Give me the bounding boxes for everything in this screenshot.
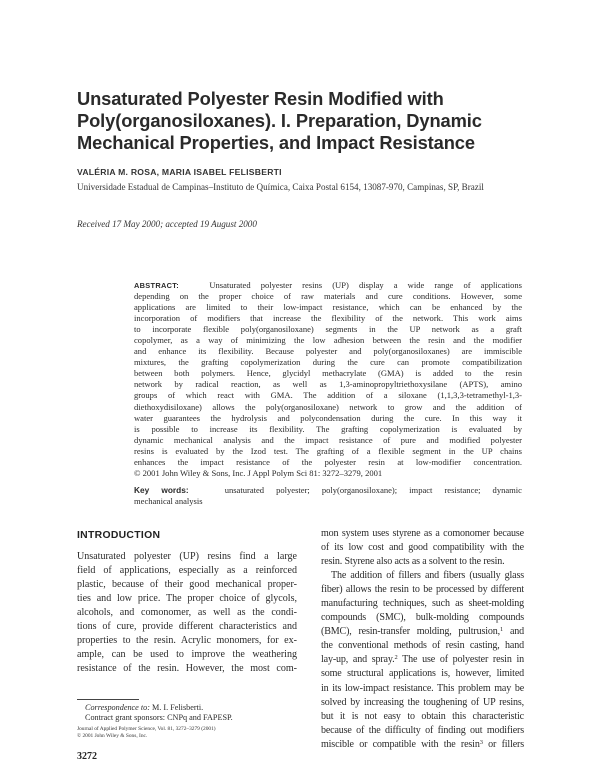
abstract-line: and enhance its flexibility. Because polyester and poly(organosiloxanes) are immiscible [134, 346, 522, 357]
body-line: manufacturing techniques, such as sheet-molding [321, 598, 524, 610]
body-column-right [321, 527, 524, 752]
body-line: properties to the resin. Acrylic monomers, for ex- [77, 635, 297, 647]
body-line: tions of cure, provide different characteristics and [77, 621, 297, 633]
body-line: but it is not easy to obtain this characteristic [321, 710, 524, 722]
body-line: plastic, because of their good mechanical proper- [77, 579, 297, 591]
body-line: the conventional methods of resin casting, hand [321, 640, 524, 652]
abstract-line: depending on the proper choice of raw materials and cure conditions. However, some [134, 291, 522, 302]
body-line: ties and low price. The proper choice of glycols, [77, 593, 297, 605]
body-line: Unsaturated polyester (UP) resins find a large [77, 551, 297, 562]
keywords-label: Key words: [134, 485, 189, 495]
body-line: resistance of the resin. However, the most com- [77, 663, 297, 675]
abstract-line: applications are limited to their low-impact resistance, which can be enhanced by the [134, 302, 522, 313]
abstract [134, 280, 522, 479]
body-line: of its low cost and good compatibility with the [321, 542, 524, 554]
journal-citation [77, 726, 216, 740]
body-line: alcohols, and comonomer, as well as the condi- [77, 607, 297, 619]
correspondence-note: Correspondence to: M. I. Felisberti. [85, 703, 204, 712]
body-line: solved by increasing the toughening of UP resins, [321, 696, 524, 708]
journal-copyright: © 2001 John Wiley & Sons, Inc. [77, 732, 148, 739]
body-column-left [77, 550, 297, 676]
keywords [134, 485, 522, 507]
abstract-line: between both polymers. Hence, glycidyl methacrylate (GMA) is added to the resin [134, 368, 522, 379]
body-line: (BMC), resin-transfer molding, pultrusion,$^1$ and [321, 626, 524, 638]
reference-marker: 2 [394, 654, 398, 662]
journal-line: Journal of Applied Polymer Science, Vol. 81, 3272–3279 (2001) [77, 726, 216, 732]
body-line: fiber) allows the resin to be processed by different [321, 584, 524, 596]
page-number: 3272 [77, 751, 97, 762]
body-line: miscible or compatible with the resin$^3$ or fillers [321, 738, 524, 750]
article-title [77, 88, 547, 154]
abstract-line: enhances the impact resistance of the polyester resin at low-modifier concentration. [134, 456, 522, 467]
abstract-copyright: © 2001 John Wiley & Sons, Inc. J Appl Polym Sci 81: 3272–3279, 2001 [134, 467, 383, 478]
title-line-2: Poly(organosiloxanes). I. Preparation, Dynamic [77, 110, 482, 131]
reference-marker: 3 [479, 738, 483, 746]
body-line: The addition of fillers and fibers (usually glass [331, 570, 524, 582]
title-line-3: Mechanical Properties, and Impact Resistance [77, 132, 475, 153]
body-line: compounds (SMC), bulk-molding compounds [321, 612, 524, 624]
footnote-rule [77, 699, 139, 700]
abstract-line: resins is evaluated by the Izod test. The grafting of a flexible segment in the UP chains [134, 445, 522, 456]
abstract-label: ABSTRACT: [134, 281, 179, 290]
reference-marker: 1 [500, 626, 504, 634]
abstract-line: to incorporate flexible poly(organosiloxane) segments in the UP network as a graft [134, 324, 522, 335]
abstract-line: mixtures, the grafting copolymerization during the cure can promote compatibilization [134, 357, 522, 368]
body-line: resin. Styrene also acts as a solvent to the resin. [321, 556, 505, 568]
body-line: mon system uses styrene as a comonomer because [321, 528, 524, 539]
body-line: lay-up, and spray.$^2$ The use of polyester resin in [321, 654, 524, 666]
abstract-line: ABSTRACT: Unsaturated polyester resins (UP) display a wide range of applications [134, 280, 522, 290]
affiliation: Universidade Estadual de Campinas–Instituto de Química, Caixa Postal 6154, 13087-970, Campinas, SP, Brazil [77, 182, 484, 192]
abstract-line: diethoxydisiloxane) allows the poly(organosiloxane) network to grow and the addition of [134, 401, 522, 412]
footnotes [85, 703, 233, 723]
abstract-line: network by radical reaction, as well as 1,3-aminopropyltriethoxysilane (APTS), amino [134, 379, 522, 390]
body-line: because of the difficulty of finding out modifiers [321, 724, 524, 736]
body-line: in its low-impact resistance. This problem may be [321, 682, 524, 694]
keywords-line: Key words: unsaturated polyester; poly(organosiloxane); impact resistance; dynamic [134, 485, 522, 495]
abstract-line: water guarantees the hydrolysis and polycondensation during the cure. In this way it [134, 412, 522, 423]
abstract-line: dynamic mechanical analysis and the impact resistance of pure and modified polyester [134, 434, 522, 445]
abstract-line: copolymer, as a way of minimizing the low adhesion between the resin and the modifier [134, 335, 522, 346]
authors: VALÉRIA M. ROSA, MARIA ISABEL FELISBERTI [77, 167, 282, 177]
section-heading-introduction: INTRODUCTION [77, 530, 161, 541]
title-line-1: Unsaturated Polyester Resin Modified with [77, 88, 444, 109]
abstract-line: groups of which react with GMA. The addition of a siloxane (1,1,3,3-tetramethyl-1,3- [134, 390, 522, 401]
body-line: ample, can be used to improve the weathering [77, 649, 297, 661]
body-line: field of applications, especially as a reinforced [77, 565, 297, 577]
received-date: Received 17 May 2000; accepted 19 August 2000 [77, 219, 257, 229]
abstract-line: is possible to increase its flexibility. The grafting copolymerization is evaluated by [134, 423, 522, 434]
keywords-line: mechanical analysis [134, 496, 203, 507]
abstract-line: incorporation of modifiers that increase the flexibility of the network. This work aims [134, 313, 522, 324]
body-line: some structural applications is, however, limited [321, 668, 524, 680]
grant-note: Contract grant sponsors: CNPq and FAPESP. [85, 713, 233, 723]
